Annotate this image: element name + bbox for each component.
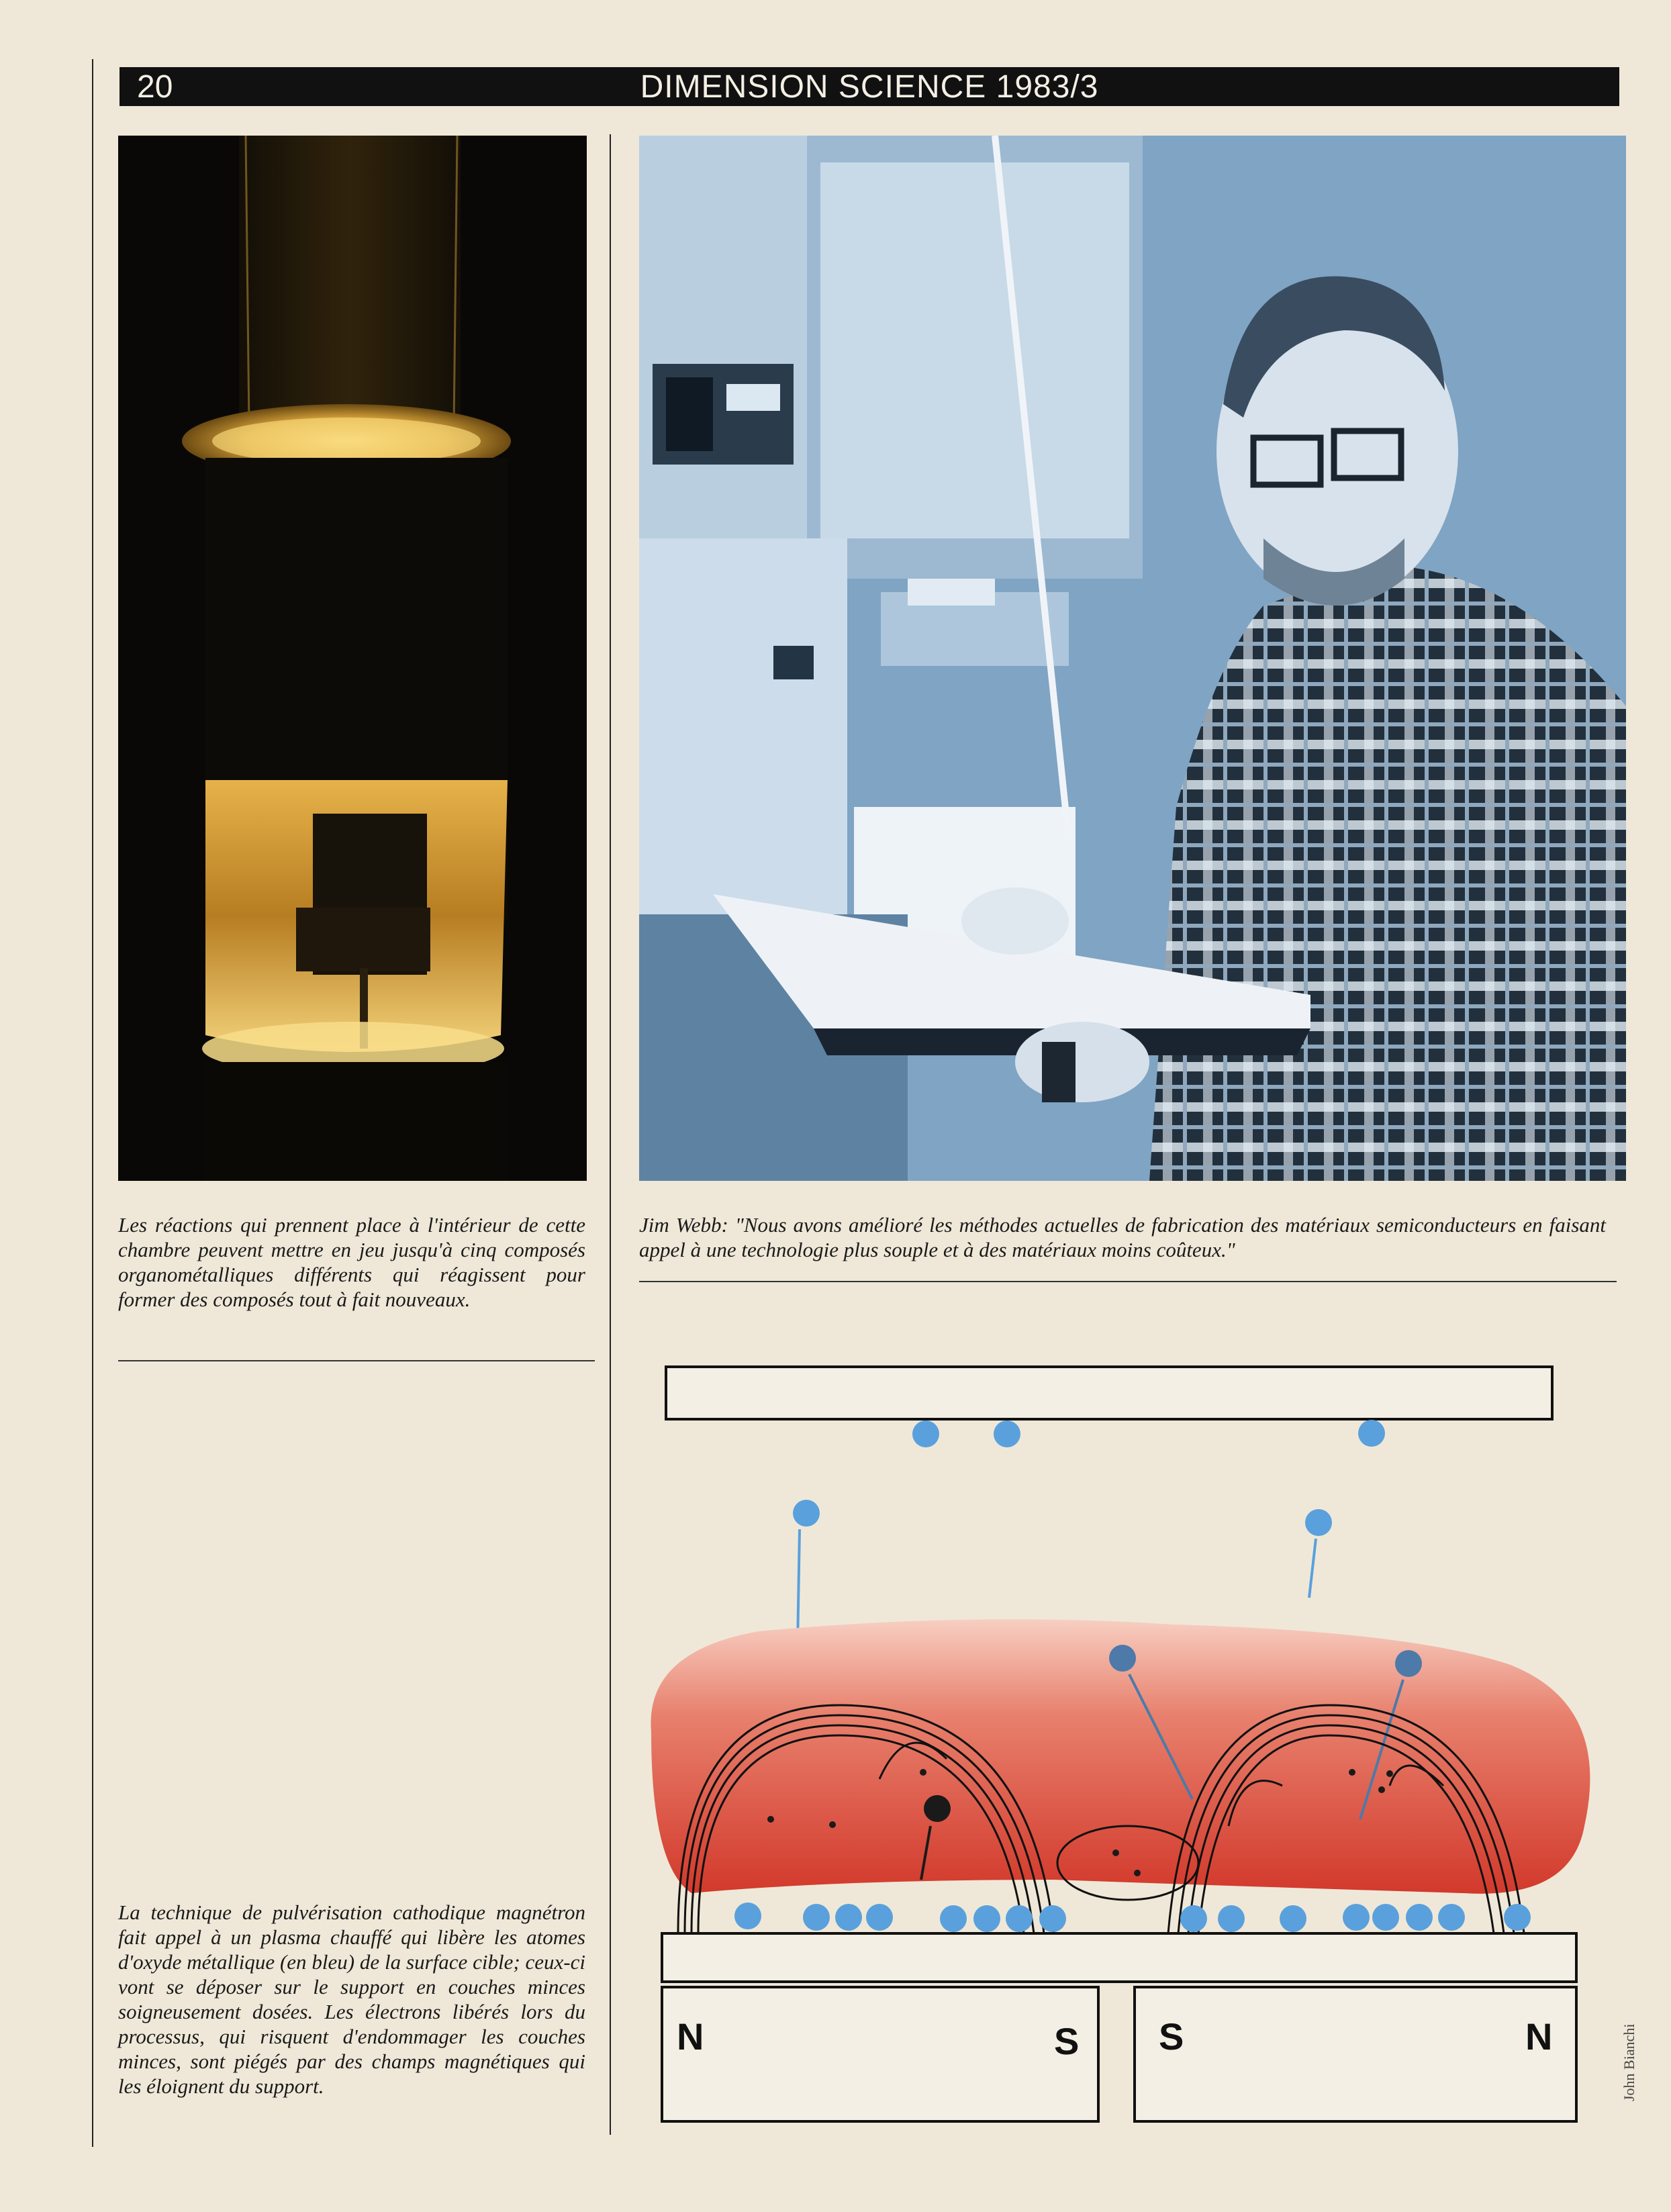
- jim-webb-photo: [639, 136, 1626, 1181]
- sputtering-caption: La technique de pulvérisation cathodique magnétron fait appel à un plasma chauffé qui libère les atomes d'oxyde métallique (en bleu) de la surface cible; ceux-ci vont se déposer sur le support en couches minces soigneusement dosées. Les électrons libérés lors du processus, qui risquent d'endommager les couches minces, sont piégés par des champs magnétiques qui les éloignent du support.: [118, 1901, 585, 2098]
- page-number: 20: [137, 69, 173, 105]
- magnet-left: [662, 1987, 1098, 2121]
- header-bar: [120, 67, 1619, 106]
- left-margin-rule: [92, 59, 93, 2147]
- magnet-left-n-label: N: [677, 2015, 704, 2058]
- magnet-left-s-label: S: [1054, 2020, 1080, 2062]
- photo-credit: John Bianchi: [1621, 2023, 1637, 2101]
- webb-caption: Jim Webb: "Nous avons amélioré les méthodes actuelles de fabrication des matériaux semiconducteurs en faisant appel à une technologie plus souple et à des matériaux moins coûteux.": [639, 1213, 1606, 1261]
- column-rule: [610, 134, 611, 2135]
- target-plate: [662, 1933, 1576, 1982]
- magnet-right-s-label: S: [1159, 2015, 1184, 2058]
- magnet-right-n-label: N: [1525, 2015, 1553, 2058]
- webb-caption-rule: [639, 1281, 1617, 1282]
- publication-title: DIMENSION SCIENCE 1983/3: [640, 69, 1099, 105]
- magnetron-sputtering-diagram: [638, 1356, 1591, 2135]
- chamber-caption-rule: [118, 1360, 595, 1361]
- reaction-chamber-photo: [118, 136, 587, 1181]
- substrate-support: [666, 1367, 1552, 1419]
- chamber-caption: Les réactions qui prennent place à l'intérieur de cette chambre peuvent mettre en jeu jusqu'à cinq composés organométalliques différents qui réagissent pour former des composés tout à fait nouveaux.: [118, 1213, 585, 1311]
- magnet-right: [1135, 1987, 1576, 2121]
